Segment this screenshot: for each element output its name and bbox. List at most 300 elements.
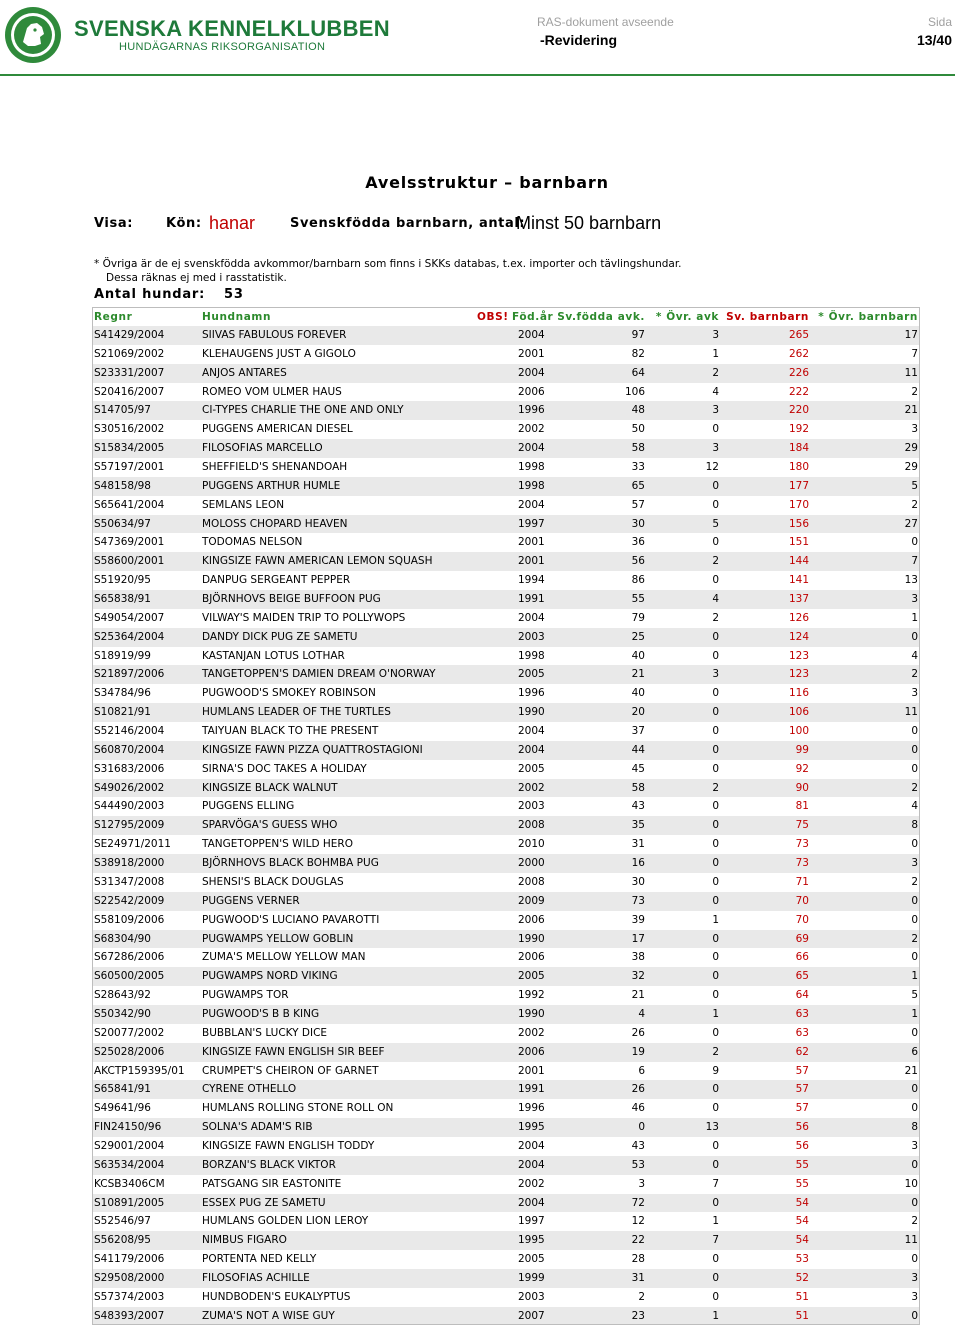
cell-fodar: 1997: [518, 1215, 545, 1228]
cell-hundnamn: SHEFFIELD'S SHENANDOAH: [202, 461, 348, 474]
table-row: [93, 1005, 919, 1024]
cell-sv-barnbarn: 63: [795, 1026, 809, 1039]
cell-ovr-barnbarn: 1: [911, 1007, 918, 1020]
cell-ovr-barnbarn: 7: [911, 347, 918, 360]
column-header-fodar[interactable]: Föd.år: [512, 311, 554, 323]
cell-sv-fodda-avk: 58: [631, 781, 645, 794]
cell-fodar: 2007: [518, 1309, 545, 1322]
cell-ovr-barnbarn: 3: [911, 1139, 918, 1152]
cell-ovr-barnbarn: 0: [911, 1026, 918, 1039]
cell-ovr-barnbarn: 1: [911, 970, 918, 983]
table-row: [93, 911, 919, 930]
cell-sv-barnbarn: 65: [795, 970, 809, 983]
table-row: [93, 420, 919, 439]
cell-sv-fodda-avk: 50: [631, 423, 645, 436]
cell-sv-barnbarn: 144: [788, 555, 809, 568]
cell-ovr-avk: 5: [712, 517, 719, 530]
table-row: [93, 873, 919, 892]
cell-ovr-barnbarn: 5: [911, 989, 918, 1002]
count-filter-value: Minst 50 barnbarn: [516, 213, 662, 233]
cell-sv-barnbarn: 55: [795, 1177, 809, 1190]
cell-hundnamn: MOLOSS CHOPARD HEAVEN: [202, 517, 348, 530]
cell-ovr-barnbarn: 0: [911, 725, 918, 738]
cell-fodar: 1991: [518, 593, 545, 606]
cell-regnr: S50342/90: [94, 1007, 151, 1020]
page-header: [0, 0, 960, 80]
cell-sv-barnbarn: 52: [795, 1271, 809, 1284]
cell-hundnamn: BORZAN'S BLACK VIKTOR: [202, 1158, 336, 1171]
cell-sv-barnbarn: 100: [788, 725, 809, 738]
cell-sv-barnbarn: 66: [795, 951, 809, 964]
cell-ovr-barnbarn: 11: [904, 1234, 918, 1247]
table-row: [93, 1118, 919, 1137]
cell-regnr: S10891/2005: [94, 1196, 165, 1209]
cell-ovr-barnbarn: 2: [911, 781, 918, 794]
table-row: [93, 835, 919, 854]
cell-regnr: S63534/2004: [94, 1158, 165, 1171]
cell-ovr-barnbarn: 0: [911, 913, 918, 926]
cell-fodar: 1999: [518, 1271, 545, 1284]
cell-ovr-avk: 0: [712, 498, 719, 511]
cell-ovr-avk: 2: [712, 611, 719, 624]
cell-ovr-avk: 3: [712, 442, 719, 455]
cell-fodar: 2004: [518, 725, 545, 738]
cell-ovr-barnbarn: 0: [911, 1083, 918, 1096]
cell-sv-fodda-avk: 39: [631, 913, 645, 926]
cell-ovr-avk: 3: [712, 329, 719, 341]
table-row: [93, 854, 919, 873]
cell-ovr-barnbarn: 2: [911, 668, 918, 681]
brand-subtitle: HUNDÄGARNAS RIKSORGANISATION: [119, 41, 326, 53]
cell-fodar: 2001: [518, 555, 545, 568]
cell-fodar: 2010: [518, 838, 545, 851]
cell-fodar: 2005: [518, 1253, 545, 1266]
table-row: [93, 458, 919, 477]
cell-sv-fodda-avk: 36: [631, 536, 645, 549]
cell-ovr-barnbarn: 0: [911, 951, 918, 964]
table-row: [93, 1288, 919, 1307]
cell-hundnamn: PORTENTA NED KELLY: [202, 1253, 317, 1266]
cell-fodar: 2002: [518, 1026, 545, 1039]
cell-fodar: 2005: [518, 970, 545, 983]
cell-hundnamn: BJÖRNHOVS BEIGE BUFFOON PUG: [202, 593, 381, 606]
cell-hundnamn: KINGSIZE FAWN AMERICAN LEMON SQUASH: [202, 555, 433, 568]
cell-sv-barnbarn: 151: [788, 536, 809, 549]
cell-ovr-avk: 1: [712, 347, 719, 360]
cell-regnr: S57197/2001: [94, 461, 165, 474]
cell-hundnamn: PUGGENS AMERICAN DIESEL: [202, 423, 353, 436]
cell-fodar: 2004: [518, 442, 545, 455]
cell-hundnamn: ANJOS ANTARES: [202, 366, 287, 379]
cell-fodar: 2005: [518, 668, 545, 681]
cell-sv-barnbarn: 226: [788, 366, 809, 379]
footnote-line-2: Dessa räknas ej med i rasstatistik.: [106, 272, 287, 284]
cell-ovr-barnbarn: 0: [911, 1309, 918, 1322]
cell-ovr-avk: 0: [712, 875, 719, 888]
table-row: [93, 703, 919, 722]
cell-sv-barnbarn: 53: [795, 1253, 809, 1266]
cell-sv-barnbarn: 99: [795, 743, 809, 756]
cell-fodar: 1995: [518, 1121, 545, 1134]
cell-sv-fodda-avk: 28: [631, 1253, 645, 1266]
cell-ovr-barnbarn: 3: [911, 687, 918, 700]
footnote-line-1: * Övriga är de ej svenskfödda avkommor/barnbarn som finns i SKKs databas, t.ex. importer och tävlingshundar.: [94, 258, 682, 270]
cell-sv-barnbarn: 57: [795, 1064, 809, 1077]
cell-sv-fodda-avk: 55: [631, 593, 645, 606]
cell-ovr-avk: 0: [712, 479, 719, 492]
cell-sv-fodda-avk: 2: [638, 1290, 645, 1303]
cell-sv-fodda-avk: 38: [631, 951, 645, 964]
cell-ovr-barnbarn: 2: [911, 932, 918, 945]
cell-hundnamn: SPARVÖGA'S GUESS WHO: [202, 819, 338, 832]
cell-hundnamn: PUGWOOD'S LUCIANO PAVAROTTI: [202, 913, 380, 926]
cell-sv-barnbarn: 170: [788, 498, 809, 511]
cell-sv-fodda-avk: 19: [631, 1045, 645, 1058]
table-row: [93, 552, 919, 571]
cell-regnr: S15834/2005: [94, 442, 165, 455]
cell-sv-fodda-avk: 72: [631, 1196, 645, 1209]
cell-hundnamn: TANGETOPPEN'S DAMIEN DREAM O'NORWAY: [202, 668, 436, 681]
cell-ovr-avk: 3: [712, 668, 719, 681]
cell-sv-fodda-avk: 43: [631, 1139, 645, 1152]
cell-ovr-barnbarn: 1: [911, 611, 918, 624]
cell-fodar: 2004: [518, 1158, 545, 1171]
cell-regnr: S50634/97: [94, 517, 151, 530]
cell-sv-barnbarn: 54: [795, 1196, 809, 1209]
cell-regnr: S65641/2004: [94, 498, 165, 511]
cell-sv-fodda-avk: 22: [631, 1234, 645, 1247]
cell-sv-barnbarn: 156: [788, 517, 809, 530]
cell-regnr: S29508/2000: [94, 1271, 165, 1284]
cell-sv-barnbarn: 192: [788, 423, 809, 436]
cell-fodar: 1995: [518, 1234, 545, 1247]
cell-fodar: 2004: [518, 366, 545, 379]
cell-fodar: 2002: [518, 423, 545, 436]
table-row: [93, 930, 919, 949]
table-row: [93, 779, 919, 798]
cell-sv-barnbarn: 71: [795, 875, 809, 888]
cell-hundnamn: TODOMAS NELSON: [202, 536, 303, 549]
cell-regnr: S65841/91: [94, 1083, 151, 1096]
cell-fodar: 2002: [518, 1177, 545, 1190]
cell-fodar: 1991: [518, 1083, 545, 1096]
cell-ovr-barnbarn: 3: [911, 423, 918, 436]
cell-fodar: 1996: [518, 1102, 545, 1115]
cell-sv-fodda-avk: 64: [631, 366, 645, 379]
cell-sv-barnbarn: 106: [788, 706, 809, 719]
cell-ovr-barnbarn: 2: [911, 498, 918, 511]
cell-hundnamn: ESSEX PUG ZE SAMETU: [202, 1196, 326, 1209]
cell-ovr-avk: 0: [712, 630, 719, 643]
cell-sv-barnbarn: 54: [795, 1215, 809, 1228]
cell-sv-barnbarn: 57: [795, 1102, 809, 1115]
column-header-sv-barnbarn[interactable]: Sv. barnbarn: [726, 311, 809, 323]
cell-ovr-barnbarn: 3: [911, 593, 918, 606]
cell-hundnamn: PUGWAMPS TOR: [202, 989, 289, 1002]
cell-hundnamn: CRUMPET'S CHEIRON OF GARNET: [202, 1064, 379, 1077]
cell-fodar: 2005: [518, 762, 545, 775]
cell-sv-fodda-avk: 45: [631, 762, 645, 775]
cell-hundnamn: BUBBLAN'S LUCKY DICE: [202, 1026, 328, 1039]
cell-sv-fodda-avk: 58: [631, 442, 645, 455]
cell-sv-barnbarn: 124: [788, 630, 809, 643]
cell-fodar: 2006: [518, 1045, 545, 1058]
column-header-sv-fodda-avk[interactable]: Sv.födda avk.: [557, 311, 645, 323]
cell-hundnamn: PUGWAMPS NORD VIKING: [202, 970, 338, 983]
cell-ovr-avk: 1: [712, 1215, 719, 1228]
cell-ovr-avk: 0: [712, 649, 719, 662]
cell-fodar: 2006: [518, 951, 545, 964]
cell-ovr-barnbarn: 2: [911, 875, 918, 888]
cell-regnr: S65838/91: [94, 593, 151, 606]
cell-fodar: 1998: [518, 461, 545, 474]
cell-sv-barnbarn: 73: [795, 838, 809, 851]
cell-regnr: S21897/2006: [94, 668, 165, 681]
cell-ovr-barnbarn: 4: [911, 800, 918, 813]
cell-ovr-avk: 0: [712, 1196, 719, 1209]
cell-sv-fodda-avk: 43: [631, 800, 645, 813]
cell-ovr-barnbarn: 8: [911, 1121, 918, 1134]
cell-sv-fodda-avk: 33: [631, 461, 645, 474]
table-row: [93, 477, 919, 496]
cell-hundnamn: PUGGENS ARTHUR HUMLE: [202, 479, 341, 492]
cell-sv-fodda-avk: 65: [631, 479, 645, 492]
cell-sv-fodda-avk: 12: [631, 1215, 645, 1228]
cell-sv-fodda-avk: 48: [631, 404, 645, 417]
cell-regnr: S31683/2006: [94, 762, 165, 775]
page-number: 13/40: [916, 32, 952, 48]
cell-hundnamn: FILOSOFIAS MARCELLO: [202, 442, 323, 455]
brand-name: SVENSKA KENNELKLUBBEN: [74, 16, 390, 41]
cell-ovr-avk: 2: [712, 781, 719, 794]
cell-ovr-avk: 4: [712, 593, 719, 606]
cell-ovr-avk: 9: [712, 1064, 719, 1077]
cell-hundnamn: PUGGENS VERNER: [202, 894, 300, 907]
cell-sv-barnbarn: 73: [795, 857, 809, 870]
cell-fodar: 2004: [518, 1139, 545, 1152]
cell-fodar: 2009: [518, 894, 545, 907]
cell-ovr-avk: 0: [712, 762, 719, 775]
cell-ovr-avk: 3: [712, 404, 719, 417]
cell-sv-barnbarn: 70: [795, 894, 809, 907]
table-row: [93, 515, 919, 534]
column-header-hundnamn[interactable]: Hundnamn: [202, 311, 272, 323]
cell-ovr-barnbarn: 0: [911, 743, 918, 756]
cell-fodar: 2000: [518, 857, 545, 870]
cell-ovr-avk: 0: [712, 1102, 719, 1115]
cell-ovr-barnbarn: 5: [911, 479, 918, 492]
cell-sv-fodda-avk: 6: [638, 1064, 645, 1077]
cell-ovr-barnbarn: 0: [911, 1196, 918, 1209]
cell-sv-barnbarn: 55: [795, 1158, 809, 1171]
cell-sv-barnbarn: 64: [795, 989, 809, 1002]
cell-sv-fodda-avk: 23: [631, 1309, 645, 1322]
cell-ovr-barnbarn: 6: [911, 1045, 918, 1058]
cell-ovr-barnbarn: 13: [904, 574, 918, 587]
cell-fodar: 1998: [518, 479, 545, 492]
cell-hundnamn: VILWAY'S MAIDEN TRIP TO POLLYWOPS: [202, 611, 406, 624]
cell-sv-barnbarn: 126: [788, 611, 809, 624]
cell-hundnamn: CI-TYPES CHARLIE THE ONE AND ONLY: [202, 404, 404, 417]
cell-sv-barnbarn: 92: [795, 762, 809, 775]
cell-ovr-avk: 0: [712, 1290, 719, 1303]
cell-hundnamn: NIMBUS FIGARO: [202, 1234, 287, 1247]
cell-hundnamn: PUGGENS ELLING: [202, 800, 295, 813]
cell-sv-fodda-avk: 30: [631, 875, 645, 888]
cell-regnr: S34784/96: [94, 687, 151, 700]
cell-ovr-barnbarn: 17: [904, 329, 918, 341]
cell-regnr: S22542/2009: [94, 894, 165, 907]
cell-sv-fodda-avk: 31: [631, 1271, 645, 1284]
cell-sv-fodda-avk: 44: [631, 743, 645, 756]
cell-regnr: S68304/90: [94, 932, 151, 945]
cell-ovr-avk: 0: [712, 951, 719, 964]
column-header-ovr-barnbarn[interactable]: * Övr. barnbarn: [818, 311, 918, 323]
cell-hundnamn: ROMEO VOM ULMER HAUS: [202, 385, 342, 398]
cell-sv-fodda-avk: 26: [631, 1083, 645, 1096]
cell-hundnamn: HUNDBODEN'S EUKALYPTUS: [202, 1290, 351, 1303]
cell-hundnamn: HUMLANS LEADER OF THE TURTLES: [202, 706, 391, 719]
cell-ovr-avk: 0: [712, 932, 719, 945]
table-row: [93, 797, 919, 816]
table-row: [93, 986, 919, 1005]
cell-sv-fodda-avk: 57: [631, 498, 645, 511]
cell-hundnamn: KINGSIZE FAWN PIZZA QUATTROSTAGIONI: [202, 743, 423, 756]
cell-sv-fodda-avk: 32: [631, 970, 645, 983]
cell-regnr: S29001/2004: [94, 1139, 165, 1152]
cell-ovr-barnbarn: 3: [911, 857, 918, 870]
cell-sv-barnbarn: 51: [795, 1290, 809, 1303]
table-row: [93, 816, 919, 835]
cell-ovr-avk: 0: [712, 894, 719, 907]
cell-sv-fodda-avk: 73: [631, 894, 645, 907]
cell-ovr-avk: 0: [712, 1271, 719, 1284]
cell-sv-barnbarn: 141: [788, 574, 809, 587]
cell-ovr-avk: 7: [712, 1177, 719, 1190]
cell-hundnamn: DANPUG SERGEANT PEPPER: [202, 574, 351, 587]
table-row: [93, 1269, 919, 1288]
table-row: [93, 1043, 919, 1062]
table-row: [93, 496, 919, 515]
cell-sv-barnbarn: 184: [788, 442, 809, 455]
cell-regnr: S48158/98: [94, 479, 151, 492]
cell-fodar: 2003: [518, 1290, 545, 1303]
cell-sv-fodda-avk: 31: [631, 838, 645, 851]
kon-value: hanar: [209, 213, 256, 233]
cell-ovr-avk: 7: [712, 1234, 719, 1247]
cell-fodar: 2008: [518, 875, 545, 888]
cell-ovr-avk: 2: [712, 366, 719, 379]
cell-regnr: S20077/2002: [94, 1026, 165, 1039]
cell-fodar: 1992: [518, 989, 545, 1002]
cell-regnr: S31347/2008: [94, 875, 165, 888]
table-row: [93, 1231, 919, 1250]
cell-ovr-avk: 0: [712, 743, 719, 756]
cell-regnr: S12795/2009: [94, 819, 165, 832]
cell-sv-barnbarn: 56: [795, 1121, 809, 1134]
cell-sv-fodda-avk: 21: [631, 668, 645, 681]
cell-ovr-barnbarn: 0: [911, 630, 918, 643]
cell-ovr-barnbarn: 0: [911, 762, 918, 775]
dog-count-label: Antal hundar:: [94, 287, 206, 302]
table-row: [93, 1024, 919, 1043]
cell-sv-fodda-avk: 56: [631, 555, 645, 568]
cell-sv-barnbarn: 63: [795, 1007, 809, 1020]
cell-hundnamn: PUGWOOD'S B B KING: [202, 1007, 320, 1020]
cell-fodar: 2001: [518, 347, 545, 360]
cell-ovr-barnbarn: 8: [911, 819, 918, 832]
cell-sv-fodda-avk: 40: [631, 649, 645, 662]
cell-sv-fodda-avk: 53: [631, 1158, 645, 1171]
cell-ovr-barnbarn: 21: [904, 1064, 918, 1077]
cell-ovr-barnbarn: 29: [904, 461, 918, 474]
cell-sv-barnbarn: 62: [795, 1045, 809, 1058]
cell-ovr-avk: 0: [712, 423, 719, 436]
cell-fodar: 2003: [518, 800, 545, 813]
column-header-obs[interactable]: OBS!: [477, 311, 509, 323]
cell-sv-barnbarn: 180: [788, 461, 809, 474]
table-row: [93, 628, 919, 647]
column-header-ovr-avk[interactable]: * Övr. avk: [655, 311, 719, 323]
cell-fodar: 2004: [518, 611, 545, 624]
cell-fodar: 2003: [518, 630, 545, 643]
cell-regnr: S25028/2006: [94, 1045, 165, 1058]
table-header: [93, 308, 919, 326]
cell-regnr: S23331/2007: [94, 366, 165, 379]
breeding-structure-table: [92, 307, 920, 1325]
table-row: [93, 1175, 919, 1194]
cell-sv-barnbarn: 56: [795, 1139, 809, 1152]
cell-regnr: SE24971/2011: [94, 838, 171, 851]
count-filter-label: Svenskfödda barnbarn, antal:: [290, 216, 526, 231]
table-row: [93, 1250, 919, 1269]
cell-hundnamn: TAIYUAN BLACK TO THE PRESENT: [202, 725, 379, 738]
cell-ovr-barnbarn: 0: [911, 536, 918, 549]
cell-sv-barnbarn: 90: [795, 781, 809, 794]
table-row: [93, 590, 919, 609]
cell-regnr: S58109/2006: [94, 913, 165, 926]
cell-ovr-avk: 0: [712, 819, 719, 832]
cell-hundnamn: SEMLANS LEON: [202, 498, 285, 511]
cell-sv-fodda-avk: 35: [631, 819, 645, 832]
cell-regnr: S44490/2003: [94, 800, 165, 813]
cell-fodar: 2006: [518, 913, 545, 926]
column-header-regnr[interactable]: Regnr: [94, 311, 133, 323]
cell-ovr-avk: 0: [712, 857, 719, 870]
cell-hundnamn: PATSGANG SIR EASTONITE: [202, 1177, 342, 1190]
cell-hundnamn: KLEHAUGENS JUST A GIGOLO: [202, 347, 356, 360]
cell-regnr: S30516/2002: [94, 423, 165, 436]
dog-count: [94, 287, 244, 302]
cell-sv-barnbarn: 262: [788, 347, 809, 360]
document-title: RAS-dokument avseende: [537, 15, 674, 29]
cell-regnr: S56208/95: [94, 1234, 151, 1247]
cell-ovr-barnbarn: 3: [911, 1271, 918, 1284]
cell-ovr-avk: 0: [712, 1026, 719, 1039]
cell-regnr: S41179/2006: [94, 1253, 165, 1266]
cell-ovr-avk: 4: [712, 385, 719, 398]
cell-ovr-avk: 0: [712, 574, 719, 587]
cell-ovr-avk: 2: [712, 1045, 719, 1058]
document-subtitle: -Revidering: [540, 32, 618, 48]
cell-ovr-avk: 0: [712, 1158, 719, 1171]
cell-sv-barnbarn: 81: [795, 800, 809, 813]
cell-sv-barnbarn: 265: [788, 329, 809, 341]
cell-ovr-barnbarn: 29: [904, 442, 918, 455]
table-row: [93, 948, 919, 967]
cell-ovr-barnbarn: 0: [911, 838, 918, 851]
cell-fodar: 1997: [518, 517, 545, 530]
